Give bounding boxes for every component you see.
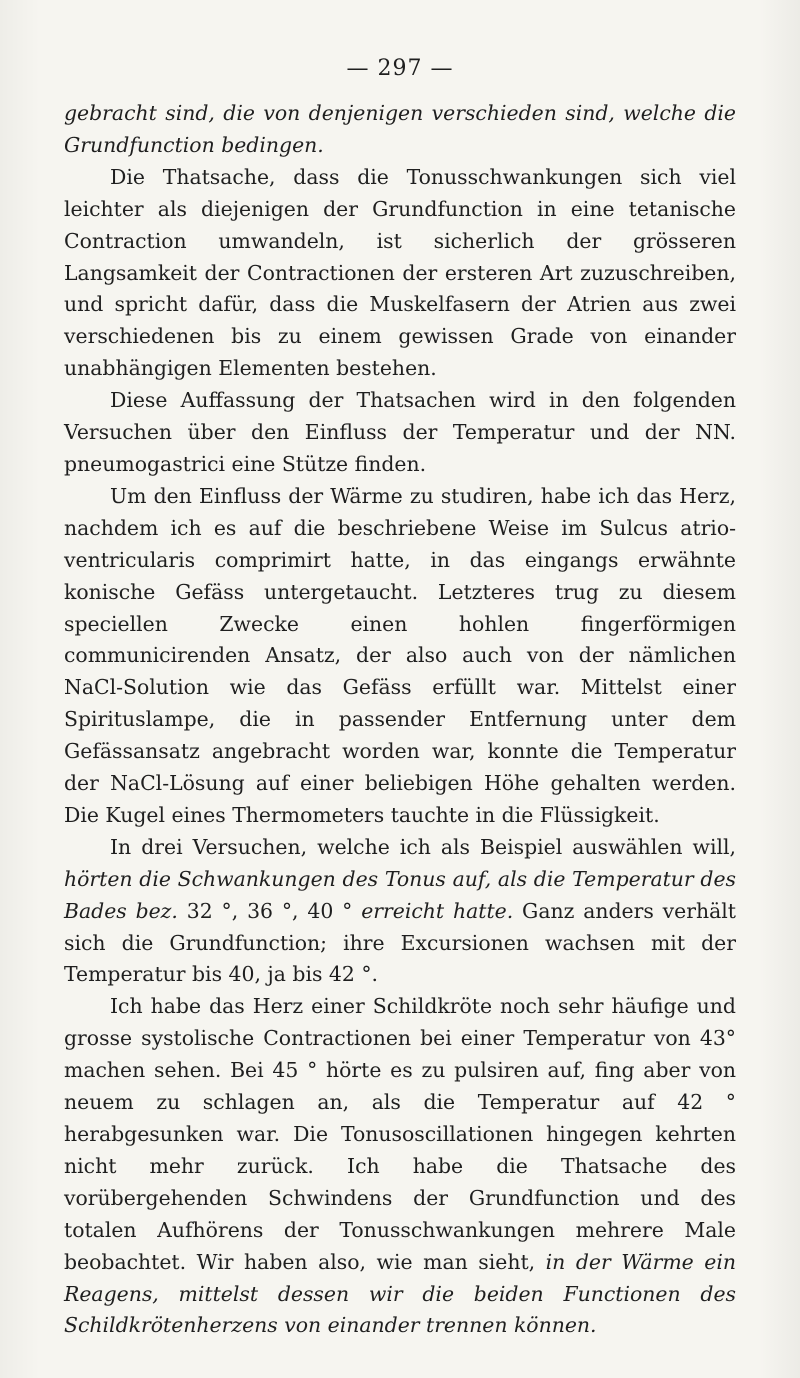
paragraph-2-text: Die Thatsache, dass die Tonusschwankungen sich viel leichter als diejenigen der Grundfunction in eine tetanische Contraction umwandeln, ist sicherlich der grösseren Langsamkeit der Contractionen der ersteren Art zuzuschreiben, und spricht dafür, dass die Muskelfasern der Atrien aus zwei verschiedenen bis zu einem gewissen Grade von einander unabhängigen Elementen bestehen. [64, 164, 736, 381]
page-number: — 297 — [346, 56, 454, 81]
paragraph-6 [64, 991, 736, 1342]
paragraph-5-italic-b: erreicht hatte. [361, 898, 514, 923]
paragraph-5-italic-a: hörten die Schwankungen des Tonus auf, als die Temperatur des Bades bez. [64, 866, 736, 923]
paragraph-1 [64, 98, 736, 162]
paragraph-5-text-c: Ganz anders verhält sich die Grundfunction; ihre Excursionen wachsen mit der Temperatur bis 40, ja bis 42 °. [64, 898, 736, 987]
paragraph-4 [64, 481, 736, 832]
paragraph-5 [64, 832, 736, 992]
body-text [64, 98, 736, 1342]
paragraph-4-text: Um den Einfluss der Wärme zu studiren, habe ich das Herz, nachdem ich es auf die beschriebene Weise im Sulcus atrio-ventricularis comprimirt hatte, in das eingangs erwähnte konische Gefäss untergetaucht. Letzteres trug zu diesem speciellen Zwecke einen hohlen fingerförmigen communicirenden Ansatz, der also auch von der nämlichen NaCl-Solution wie das Gefäss erfüllt war. Mittelst einer Spirituslampe, die in passender Entfernung unter dem Gefässansatz angebracht worden war, konnte die Temperatur der NaCl-Lösung auf einer beliebigen Höhe gehalten werden. Die Kugel eines Thermometers tauchte in die Flüssigkeit. [64, 483, 736, 827]
paragraph-3 [64, 385, 736, 481]
paragraph-5-text-a: In drei Versuchen, welche ich als Beispiel auswählen will, [110, 834, 736, 859]
paragraph-1-italic: gebracht sind, die von denjenigen verschieden sind, welche die Grundfunction bedingen. [64, 101, 736, 157]
paragraph-5-text-b: 32 °, 36 °, 40 ° [177, 898, 362, 923]
paragraph-6-text: Ich habe das Herz einer Schildkröte noch sehr häufige und grosse systolische Contractionen bei einer Temperatur von 43° machen sehen. Bei 45 ° hörte es zu pulsiren auf, fing aber von neuem zu schlagen an, als die Temperatur auf 42 ° herabgesunken war. Die Tonusoscillationen hingegen kehrten nicht mehr zurück. Ich habe die Thatsache des vorübergehenden Schwindens der Grundfunction und des totalen Aufhörens der Tonusschwankungen mehrere Male beobachtet. Wir haben also, wie man sieht, [64, 994, 736, 1274]
paragraph-2 [64, 162, 736, 385]
paragraph-6-italic: in der Wärme ein Reagens, mittelst dessen wir die beiden Functionen des Schildkrötenherzens von einander trennen können. [64, 1249, 736, 1338]
paragraph-3-text: Diese Auffassung der Thatsachen wird in den folgenden Versuchen über den Einfluss der Temperatur und der NN. pneumogastrici eine Stütze finden. [64, 388, 736, 476]
